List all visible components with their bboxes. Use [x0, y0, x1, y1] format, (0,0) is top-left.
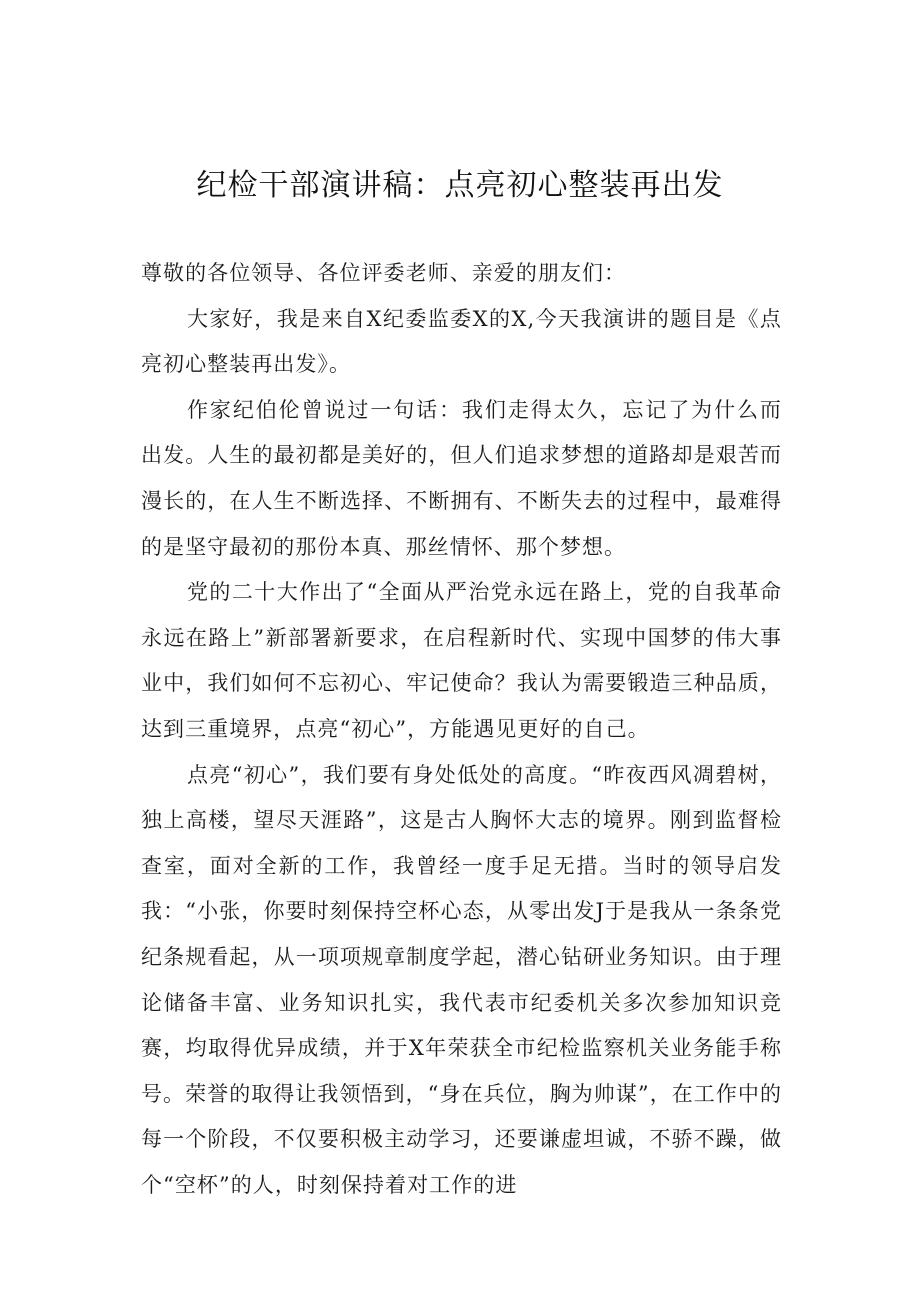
paragraph: 作家纪伯伦曾说过一句话：我们走得太久，忘记了为什么而出发。人生的最初都是美好的，但人们追求梦想的道路却是艰苦而漫长的，在人生不断选择、不断拥有、不断失去的过程中，最难得的是坚守最初的那份本真、那丝情怀、那个梦想。 — [141, 397, 782, 559]
paragraph: 点亮“初心”，我们要有身处低处的高度。“昨夜西风凋碧树，独上高楼，望尽天涯路”，这是古人胸怀大志的境界。刚到监督检查室，面对全新的工作，我曾经一度手足无措。当时的领导启发我：“小张，你要时刻保持空杯心态，从零出发J于是我从一条条党纪条规看起，从一项项规章制度学起，潜心钻研业务知识。由于理论储备丰富、业务知识扎实，我代表市纪委机关多次参加知识竞赛，均取得优异成绩，并于X年荣获全市纪检监察机关业务能手称号。荣誉的取得让我领悟到，“身在兵位，胸为帅谋”，在工作中的每一个阶段，不仅要积极主动学习，还要谦虚坦诚，不骄不躁，做个“空杯”的人，时刻保持着对工作的进 — [141, 762, 782, 1197]
salutation: 尊敬的各位领导、各位评委老师、亲爱的朋友们： — [141, 261, 627, 285]
paragraph: 大家好，我是来自X纪委监委X的X,今天我演讲的题目是《点亮初心整装再出发》。 — [141, 306, 782, 377]
paragraph: 党的二十大作出了“全面从严治党永远在路上，党的自我革命永远在路上”新部署新要求，在启程新时代、实现中国梦的伟大事业中，我们如何不忘初心、牢记使命？我认为需要锻造三种品质，达到三重境界，点亮“初心”，方能遇见更好的自己。 — [141, 580, 782, 741]
document-body — [141, 251, 782, 1208]
document-title: 纪检干部演讲稿：点亮初心整装再出发 — [196, 168, 724, 203]
